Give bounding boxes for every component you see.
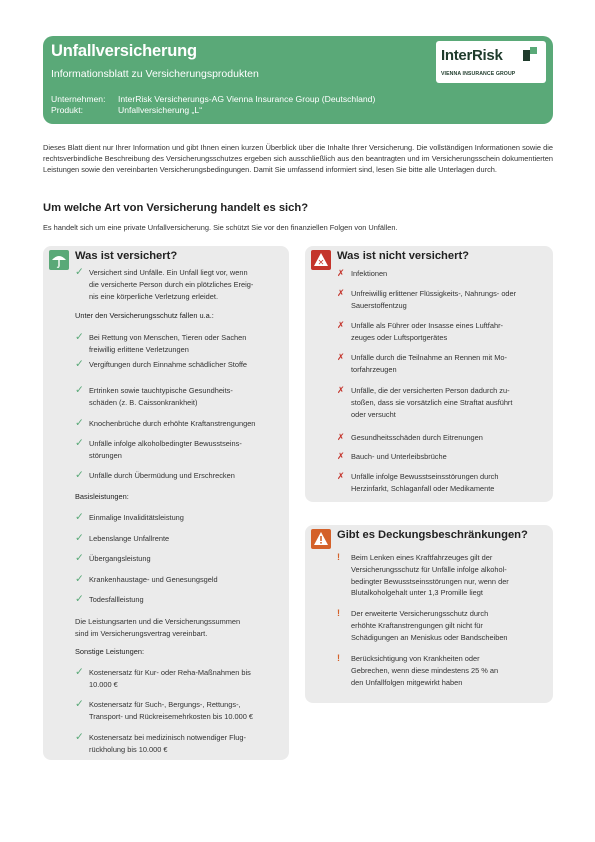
item-text-line: Sauerstoffentzug <box>351 300 407 310</box>
check-icon: ✓ <box>75 593 84 605</box>
item-text-line: schäden (z. B. Caissonkrankheit) <box>89 397 198 407</box>
product-value: Unfallversicherung „L“ <box>118 105 203 115</box>
item-text-line: die versicherte Person durch ein plötzliches Ereig- <box>89 279 254 289</box>
item-text-line: erhöhte Kraftanstrengungen gilt nicht für <box>351 620 483 630</box>
item-text-line: Berücksichtigung von Krankheiten oder <box>351 654 480 663</box>
item-text-line: Unfälle als Führer oder Insasse eines Luftfahr- <box>351 321 503 330</box>
item-text-line: den Unfallfolgen mitgewirkt haben <box>351 677 463 687</box>
check-icon: ✓ <box>75 384 84 396</box>
check-icon: ✓ <box>75 417 84 429</box>
check-icon: ✓ <box>75 698 84 710</box>
page-subtitle: Informationsblatt zu Versicherungsprodukten <box>51 68 259 80</box>
product-row <box>51 105 202 116</box>
exclamation-icon: ! <box>337 653 340 663</box>
header-banner <box>43 36 553 124</box>
item-text-line: Gesundheitsschäden durch Eitrenungen <box>351 433 483 442</box>
svg-text:✕: ✕ <box>317 258 325 267</box>
check-icon: ✓ <box>75 511 84 523</box>
cross-icon: ✗ <box>337 432 345 442</box>
item-text-line: bedingter Bewusstseinsstörungen nur, wenn der <box>351 576 509 586</box>
item-text-line: Todesfallleistung <box>89 595 144 604</box>
item-text-line: Unfreiwillig erlittener Flüssigkeits-, Nahrungs- oder <box>351 289 517 298</box>
company-value: InterRisk Versicherungs-AG Vienna Insurance Group (Deutschland) <box>118 94 376 104</box>
logo-tagline: VIENNA INSURANCE GROUP <box>441 71 516 77</box>
page-title: Unfallversicherung <box>51 42 197 60</box>
item-text-line: rückholung bis 10.000 € <box>89 744 168 754</box>
item-text-line: Versicherungsschutz für Unfälle infolge alkohol- <box>351 564 507 574</box>
item-text-line: Unfälle durch die Teilnahme an Rennen mit Mo- <box>351 353 507 362</box>
check-icon: ✓ <box>75 532 84 544</box>
check-icon: ✓ <box>75 266 84 278</box>
cross-icon: ✗ <box>337 268 345 278</box>
warning-icon <box>311 529 331 549</box>
check-icon: ✓ <box>75 469 84 481</box>
item-text-line: Bei Rettung von Menschen, Tieren oder Sachen <box>89 333 247 342</box>
restrictions-title: Gibt es Deckungsbeschränkungen? <box>337 529 528 541</box>
check-icon: ✓ <box>75 573 84 585</box>
item-text-line: Knochenbrüche durch erhöhte Kraftanstrengungen <box>89 419 256 428</box>
item-text-line: Vergiftungen durch Einnahme schädlicher Stoffe <box>89 360 248 369</box>
item-text-line: torfahrzeugen <box>351 364 397 374</box>
check-icon: ✓ <box>75 331 84 343</box>
company-label: Unternehmen: <box>51 94 106 104</box>
question-text: Es handelt sich um eine private Unfallversicherung. Sie schützt Sie vor den finanziellen Folgen von Unfällen. <box>43 223 398 232</box>
item-text-line: Unfälle, die der versicherten Person dadurch zu- <box>351 386 510 395</box>
check-icon: ✓ <box>75 666 84 678</box>
item-text-line: zeuges oder Luftsportgerätes <box>351 332 448 342</box>
item-text-line: Ertrinken sowie tauchtypische Gesundheits- <box>89 386 233 395</box>
product-label: Produkt: <box>51 105 84 115</box>
item-text-line: Krankenhaustage- und Genesungsgeld <box>89 575 218 584</box>
cross-icon: ✗ <box>337 352 345 362</box>
item-text-line: Transport- und Rückreisemehrkosten bis 10.000 € <box>89 711 254 721</box>
other-subheading: Sonstige Leistungen: <box>75 647 145 656</box>
question-heading: Um welche Art von Versicherung handelt es sich? <box>43 202 309 214</box>
company-row <box>51 94 375 105</box>
item-text-line: Unfälle infolge alkoholbedingter Bewusstseins- <box>89 439 242 448</box>
item-text-line: störungen <box>89 450 122 460</box>
item-text-line: Infektionen <box>351 269 388 278</box>
item-text-line: stoßen, dass sie vorsätzlich eine Straftat ausführt <box>351 397 513 407</box>
not-insured-card <box>305 246 553 502</box>
insured-note: sind im Versicherungsvertrag vereinbart. <box>75 628 208 638</box>
item-text-line: Übergangsleistung <box>89 554 151 563</box>
item-text-line: Kostenersatz bei medizinisch notwendiger Flug- <box>89 733 246 742</box>
not-insured-title: Was ist nicht versichert? <box>337 250 470 262</box>
item-text-line: Schädigungen an Meniskus oder Bandscheiben <box>351 632 508 642</box>
intro-text: Dieses Blatt dient nur Ihrer Information und gibt Ihnen einen kurzen Überblick über die Inhalte Ihrer Versicherung. Die vollständigen Informationen sowie die rechtsverbindliche Beschreibung des Versicherungsschutzes ergeben sich ausschließlich aus den beantragten und im Versicherungsschein dokumentierten Leistungen sowie den vereinbarten Versicherungsbedingungen. Damit Sie umfassend informiert sind, lesen Sie bitte alle Unterlagen durch. <box>43 143 553 175</box>
cross-icon: ✗ <box>337 288 345 298</box>
logo-name: InterRisk <box>441 47 503 64</box>
company-logo <box>436 41 546 83</box>
item-text-line: Herzinfarkt, Schlaganfall oder Medikamente <box>351 483 495 493</box>
cross-icon: ✗ <box>337 320 345 330</box>
insured-card <box>43 246 289 760</box>
insured-subheading: Unter den Versicherungsschutz fallen u.a.: <box>75 311 214 320</box>
restrictions-card <box>305 525 553 703</box>
item-text-line: nis eine körperliche Verletzung erleidet. <box>89 291 219 301</box>
insured-title: Was ist versichert? <box>75 250 178 262</box>
umbrella-icon <box>49 250 69 270</box>
check-icon: ✓ <box>75 358 84 370</box>
item-text-line: Lebenslange Unfallrente <box>89 534 170 543</box>
insured-note: Die Leistungsarten und die Versicherungssummen <box>75 617 241 626</box>
check-icon: ✓ <box>75 437 84 449</box>
item-text-line: Kostenersatz für Kur- oder Reha-Maßnahmen bis <box>89 668 251 677</box>
exclamation-icon: ! <box>337 608 340 618</box>
cross-icon: ✗ <box>337 471 345 481</box>
cross-icon: ✗ <box>337 385 345 395</box>
hazard-icon <box>311 250 331 270</box>
check-icon: ✓ <box>75 731 84 743</box>
item-text-line: Unfälle infolge Bewusstseinsstörungen durch <box>351 472 499 481</box>
item-text-line: Beim Lenken eines Kraftfahrzeuges gilt der <box>351 553 493 562</box>
item-text-line: Kostenersatz für Such-, Bergungs-, Rettungs-, <box>89 700 241 709</box>
exclamation-icon: ! <box>337 552 340 562</box>
item-text-line: 10.000 € <box>89 679 118 689</box>
check-icon: ✓ <box>75 552 84 564</box>
item-text-line: Der erweiterte Versicherungsschutz durch <box>351 609 489 618</box>
item-text-line: Blutalkoholgehalt unter 1,3 Promille liegt <box>351 588 483 598</box>
basis-subheading: Basisleistungen: <box>75 492 129 501</box>
item-text-line: Einmalige Invaliditätsleistung <box>89 513 184 522</box>
item-text-line: Versichert sind Unfälle. Ein Unfall liegt vor, wenn <box>89 268 248 277</box>
cross-icon: ✗ <box>337 451 345 461</box>
item-text-line: Unfälle durch Übermüdung und Erschrecken <box>89 471 235 480</box>
item-text-line: freiwillig erlittene Verletzungen <box>89 344 189 354</box>
item-text-line: oder versucht <box>351 409 396 419</box>
logo-mark-icon <box>523 47 537 61</box>
item-text-line: Bauch- und Unterleibsbrüche <box>351 452 447 461</box>
item-text-line: Gebrechen, wenn diese mindestens 25 % an <box>351 665 499 675</box>
